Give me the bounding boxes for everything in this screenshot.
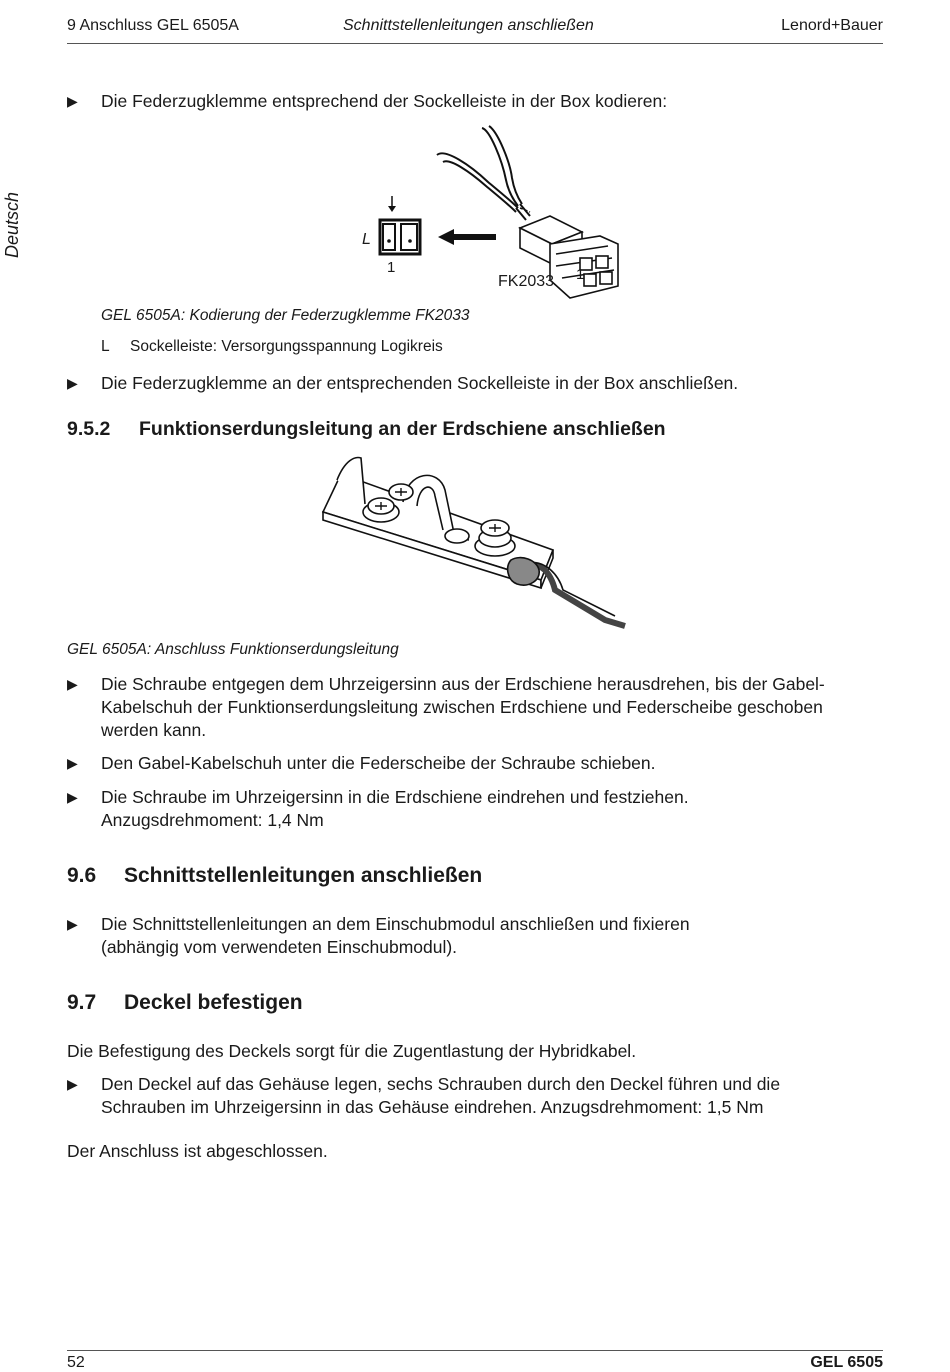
step-interface-cables: Die Schnittstellenleitungen an dem Einschubmodul anschließen und fixieren (abhängig vom verwendeten Einschubmodul).	[101, 914, 690, 957]
socket-pin-1-label: 1	[387, 259, 396, 276]
bullet-icon: ▶	[67, 676, 78, 692]
section-title: Schnittstellenleitungen anschließen	[124, 864, 483, 887]
header-brand: Lenord+Bauer	[781, 17, 883, 34]
section-number: 9.5.2	[67, 418, 111, 440]
header-chapter: 9 Anschluss GEL 6505A	[67, 17, 239, 34]
bullet-icon: ▶	[67, 375, 78, 391]
legend-text: Sockelleiste: Versorgungsspannung Logikreis	[130, 338, 443, 355]
figure2-caption: GEL 6505A: Anschluss Funktionserdungsleitung	[67, 641, 399, 658]
step-unscrew: Die Schraube entgegen dem Uhrzeigersinn aus der Erdschiene herausdrehen, bis der Gabel-Kabelschuh der Funktionserdungsleitung zwischen Erdschiene und Federscheibe geschoben werden kann.	[101, 674, 825, 740]
footer-product: GEL 6505	[810, 1354, 883, 1371]
section-title: Deckel befestigen	[124, 991, 303, 1014]
section-number: 9.6	[67, 864, 97, 887]
language-side-label: Deutsch	[2, 191, 22, 258]
bullet-icon: ▶	[67, 916, 78, 932]
closing-text: Der Anschluss ist abgeschlossen.	[67, 1141, 328, 1161]
bullet-icon: ▶	[67, 93, 78, 109]
header-section-title: Schnittstellenleitungen anschließen	[343, 17, 594, 34]
footer-rule	[67, 1350, 883, 1351]
header-rule	[67, 43, 883, 44]
section-title: Funktionserdungsleitung an der Erdschiene anschließen	[139, 418, 666, 440]
section-intro: Die Befestigung des Deckels sorgt für die Zugentlastung der Hybridkabel.	[67, 1041, 637, 1061]
socket-label-L: L	[362, 231, 371, 248]
connector-type-label: FK2033	[498, 273, 555, 290]
bullet-icon: ▶	[67, 789, 78, 805]
bullet-icon: ▶	[67, 1076, 78, 1092]
step-connect: Die Federzugklemme an der entsprechenden Sockelleiste in der Box anschließen.	[101, 373, 739, 393]
step-lid: Den Deckel auf das Gehäuse legen, sechs Schrauben durch den Deckel führen und die Schrauben im Uhrzeigersinn in das Gehäuse eindrehen. Anzugsdrehmoment: 1,5 Nm	[101, 1074, 781, 1117]
section-number: 9.7	[67, 991, 97, 1014]
bullet-icon: ▶	[67, 755, 78, 771]
step-slide-lug: Den Gabel-Kabelschuh unter die Federscheibe der Schraube schieben.	[101, 753, 656, 773]
page-number: 52	[67, 1354, 85, 1371]
step-tighten: Die Schraube im Uhrzeigersinn in die Erdschiene eindrehen und festziehen. Anzugsdrehmoment: 1,4 Nm	[101, 787, 689, 830]
ground-rail-figure	[315, 450, 635, 635]
legend-key: L	[101, 338, 110, 355]
step-coding: Die Federzugklemme entsprechend der Sockelleiste in der Box kodieren:	[101, 91, 668, 111]
figure1-caption: GEL 6505A: Kodierung der Federzugklemme FK2033	[101, 307, 470, 324]
connector-pin-1-label: 1	[576, 266, 585, 283]
